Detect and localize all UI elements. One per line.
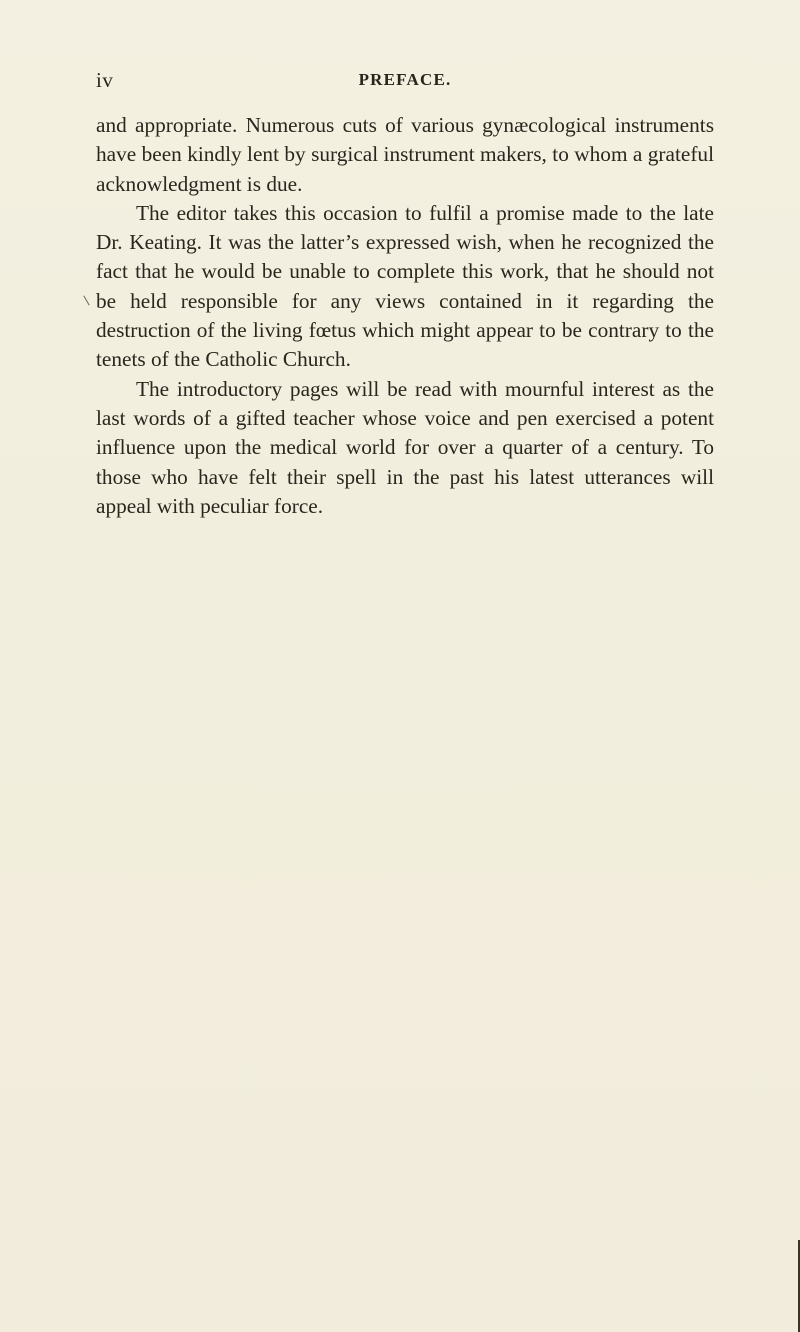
page-number: iv [96, 68, 114, 92]
margin-mark [83, 295, 89, 305]
paragraph-continuation: and appropriate. Numerous cuts of various gynæcological instruments have been kindly lent by surgical instrument makers, to whom a grateful acknowledgment is due. [96, 113, 714, 196]
body-text [96, 111, 714, 521]
paragraph-editor-note: The editor takes this occasion to fulfil a promise made to the late Dr. Keating. It was the latter’s expressed wish, when he recognized the fact that he would be unable to complete this work, that he should not be held responsible for any views contained in it regarding the destruction of the living fœtus which might appear to be contrary to the tenets of the Catholic Church. [96, 200, 714, 372]
running-head [96, 68, 714, 98]
paragraph-introductory-pages: The introductory pages will be read with mournful interest as the last words of a gifted teacher whose voice and pen exercised a potent influence upon the medical world for over a quarter of a century. To those who have felt their spell in the past his latest utterances will appeal with peculiar force. [96, 376, 714, 518]
running-title: PREFACE. [358, 70, 452, 89]
